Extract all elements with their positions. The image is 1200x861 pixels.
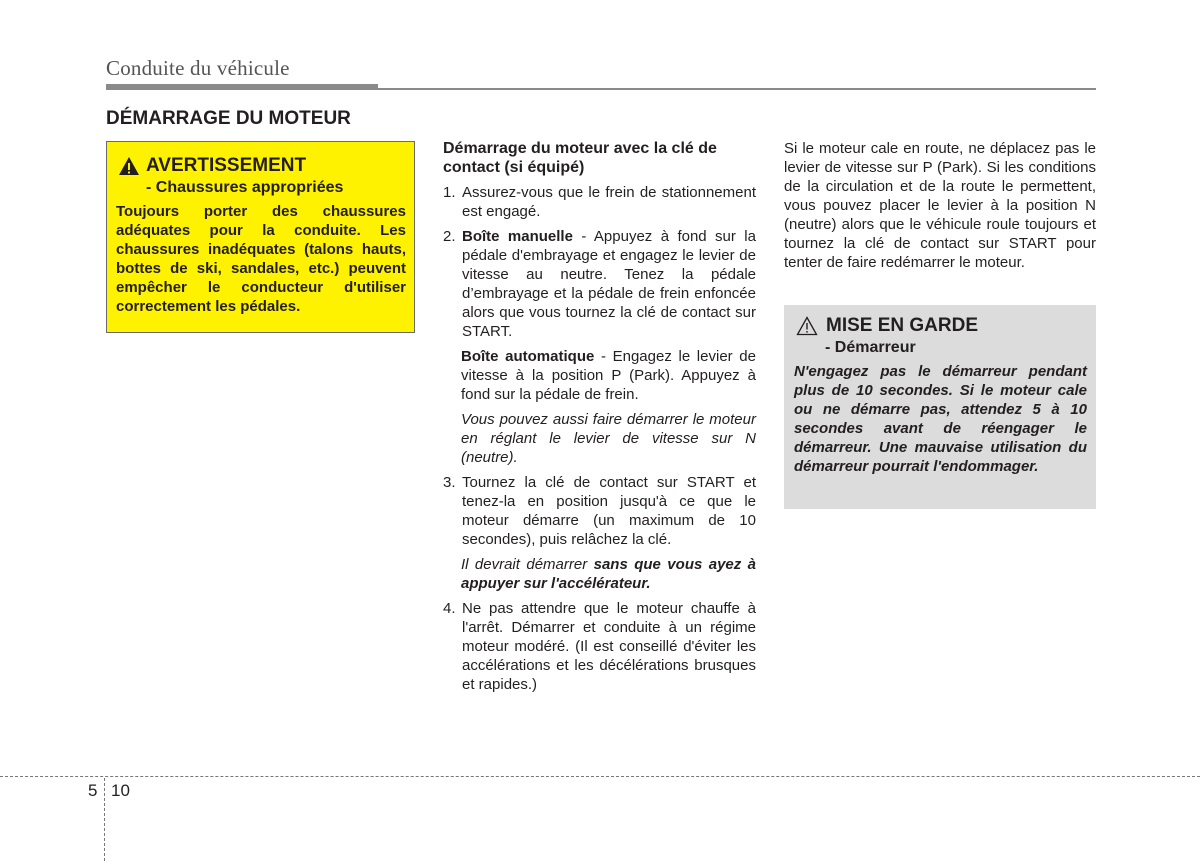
- step-1: [443, 183, 756, 221]
- step-2: [443, 227, 756, 341]
- caution-header: [796, 314, 1087, 338]
- caution-triangle-icon: [796, 316, 818, 336]
- manual-text: - Appuyez à fond sur la pédale d'embrayage et engagez le levier de vitesse au neutre. Tenez la pédale d’embrayage et la pédale de frein enfoncée alors que vous tournez la clé de contact sur START.: [462, 228, 756, 340]
- automatic-label: Boîte automatique: [461, 348, 595, 365]
- note-bold-italic: sans que vous ayez à appuyer sur l'accélérateur.: [461, 556, 757, 592]
- step-number: 4.: [443, 600, 456, 617]
- warning-triangle-icon: [118, 156, 140, 176]
- header-rule-thin: [378, 88, 1096, 90]
- caution-title: MISE EN GARDE: [826, 315, 979, 336]
- section-title: DÉMARRAGE DU MOTEUR: [106, 108, 351, 129]
- middle-column: [443, 139, 756, 700]
- step-text: Assurez-vous que le frein de stationnement est engagé.: [462, 184, 756, 220]
- warning-box: [106, 141, 415, 333]
- caution-subtitle: - Démarreur: [825, 339, 916, 356]
- step-text: Ne pas attendre que le moteur chauffe à l'arrêt. Démarrer et conduite à un régime moteur modéré. (Il est conseillé d'éviter les accélérations et les décélérations brusques et rapides.): [462, 600, 756, 693]
- warning-subtitle: - Chaussures appropriées: [146, 179, 344, 196]
- step-4: [443, 599, 756, 694]
- step-number: 3.: [443, 474, 456, 491]
- manual-label: Boîte manuelle: [462, 228, 573, 245]
- automatic-text: - Engagez le levier de vitesse à la position P (Park). Appuyez à fond sur la pédale de frein.: [461, 348, 756, 403]
- step-text: [462, 227, 756, 341]
- step-text: Tournez la clé de contact sur START et tenez-la en position jusqu'à ce que le moteur démarre (un maximum de 10 secondes), puis relâchez la clé.: [462, 474, 756, 548]
- warning-header: [118, 154, 406, 178]
- automatic-note: Vous pouvez aussi faire démarrer le moteur en réglant le levier de vitesse sur N (neutre).: [461, 411, 756, 466]
- footer-dashed-divider: [104, 778, 105, 861]
- warning-text: Toujours porter des chaussures adéquates pour la conduite. Les chaussures inadéquates (talons hauts, bottes de ski, sandales, etc.) peuvent empêcher le conducteur d'utiliser correctement les pédales.: [116, 203, 406, 315]
- footer-dashed-rule: [0, 776, 1200, 777]
- automatic-paragraph: [461, 347, 756, 404]
- step-3: [443, 473, 756, 549]
- caution-box: [784, 305, 1096, 509]
- chapter-number: 5: [88, 781, 98, 800]
- note-italic: Il devrait démarrer: [461, 556, 594, 573]
- page-number: 10: [111, 781, 130, 800]
- step-3-note: [461, 555, 756, 593]
- right-paragraph: Si le moteur cale en route, ne déplacez pas le levier de vitesse sur P (Park). Si les conditions de la circulation et de la route le permettent, vous pouvez placer le levier à la position N (neutre) alors que le véhicule roule toujours et tournez la clé de contact sur START pour tenter de faire redémarrer le moteur.: [784, 140, 1096, 271]
- caution-text: N'engagez pas le démarreur pendant plus de 10 secondes. Si le moteur cale ou ne démarre pas, attendez 5 à 10 secondes avant de réengager le démarreur. Une mauvaise utilisation du démarreur pourrait l'endommager.: [794, 363, 1087, 475]
- chapter-title: Conduite du véhicule: [106, 56, 290, 80]
- step-number: 2.: [443, 228, 456, 245]
- warning-title: AVERTISSEMENT: [146, 155, 307, 176]
- header-rule-thick: [106, 84, 378, 90]
- procedure-heading: Démarrage du moteur avec la clé de contact (si équipé): [443, 140, 717, 176]
- step-number: 1.: [443, 184, 456, 201]
